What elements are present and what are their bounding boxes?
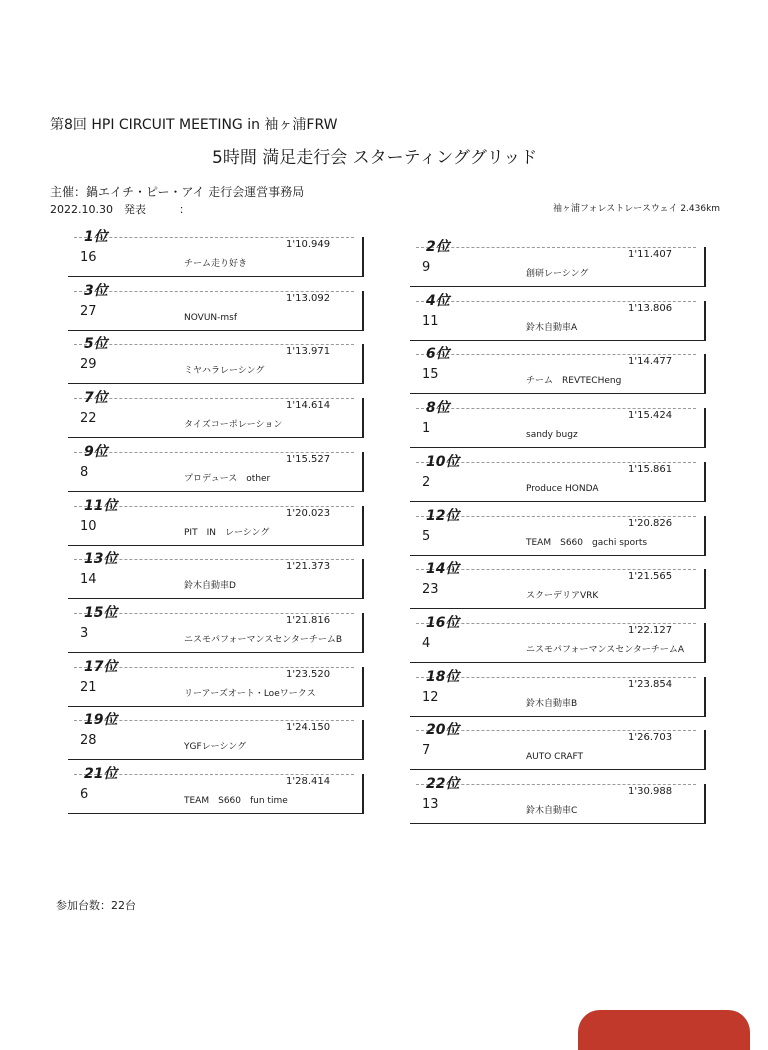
team-name: ニスモパフォーマンスセンターチームA [526, 644, 685, 655]
team-name: 鈴木自動車B [526, 698, 578, 709]
lap-time: 1'30.988 [628, 786, 673, 797]
car-number: 13 [422, 797, 439, 812]
grid-position: 7位 [84, 390, 108, 407]
car-number: 11 [422, 313, 439, 329]
car-number: 3 [80, 625, 89, 641]
entry-right-bar [704, 623, 706, 663]
entry-dash-line [416, 354, 696, 355]
grid-entry [410, 292, 706, 341]
team-name: NOVUN-msf [184, 312, 238, 323]
entry-underline [68, 813, 364, 814]
entry-dash-line [416, 408, 696, 409]
team-name: プロデュース other [184, 473, 271, 484]
grid-position: 3位 [84, 282, 108, 299]
lap-time: 1'14.477 [628, 356, 673, 368]
venue: 袖ヶ浦フォレストレースウェイ 2.436km [553, 204, 721, 214]
entry-underline [68, 276, 364, 277]
entry-right-bar [704, 354, 706, 394]
entry-underline [410, 393, 706, 394]
entry-underline [410, 501, 706, 502]
entry-dash-line [416, 301, 696, 302]
grid-position: 15位 [84, 604, 118, 621]
grid-position: 6位 [426, 346, 450, 363]
document-title: 第8回 HPI CIRCUIT MEETING in 袖ヶ浦FRW [50, 117, 338, 133]
lap-time: 1'15.424 [628, 410, 673, 422]
entry-underline [410, 286, 706, 287]
entry-underline [410, 447, 706, 448]
car-number: 1 [422, 421, 431, 437]
entry-underline [68, 491, 364, 492]
grid-position: 10位 [426, 453, 460, 470]
car-number: 4 [422, 635, 431, 651]
team-name: チーム REVTECHeng [526, 376, 622, 387]
grid-entry [410, 668, 706, 717]
grid-position: 18位 [426, 668, 460, 685]
grid-entry [410, 614, 706, 663]
lap-time: 1'13.971 [286, 346, 331, 358]
entry-underline [410, 716, 706, 717]
entry-right-bar [362, 237, 364, 277]
grid-entry [68, 282, 364, 331]
lap-time: 1'20.023 [286, 507, 331, 519]
lap-time: 1'23.520 [286, 668, 331, 680]
entry-underline [410, 340, 706, 341]
lap-time: 1'21.565 [628, 571, 673, 583]
entry-underline [68, 383, 364, 384]
car-number: 9 [422, 260, 431, 275]
entry-underline [410, 769, 706, 770]
entry-right-bar [362, 398, 364, 438]
lap-time: 1'13.092 [286, 292, 331, 304]
entry-right-bar [704, 462, 706, 502]
lap-time: 1'13.806 [628, 302, 673, 314]
lap-time: 1'20.826 [628, 517, 673, 529]
grid-entry [410, 722, 706, 770]
car-number: 10 [80, 518, 97, 534]
entry-right-bar [704, 784, 706, 824]
grid-entry [68, 390, 364, 438]
team-name: リーアーズオート・Loeワークス [184, 688, 316, 699]
lap-time: 1'26.703 [628, 732, 673, 744]
entry-right-bar [704, 516, 706, 556]
grid-position: 4位 [426, 292, 450, 309]
grid-position: 21位 [84, 766, 118, 782]
grid-position: 22位 [426, 776, 460, 792]
grid-entry [68, 443, 364, 492]
car-number: 7 [422, 743, 431, 759]
team-name: 創研レーシング [526, 269, 589, 279]
lap-time: 1'28.414 [286, 776, 331, 787]
car-number: 22 [80, 411, 97, 427]
team-name: AUTO CRAFT [526, 752, 584, 763]
grid-position: 20位 [426, 722, 460, 739]
team-name: Produce HONDA [526, 483, 599, 494]
car-number: 16 [80, 250, 97, 265]
entry-underline [68, 330, 364, 331]
grid-entry [68, 658, 364, 707]
entry-right-bar [704, 677, 706, 717]
lap-time: 1'22.127 [628, 624, 673, 636]
lap-time: 1'21.373 [286, 561, 331, 573]
grid-entry [410, 346, 706, 394]
grid-entry [68, 497, 364, 546]
team-name: タイズコーポレーション [184, 420, 283, 431]
grid-position: 16位 [426, 614, 460, 631]
entry-right-bar [704, 301, 706, 341]
grid-position: 14位 [426, 561, 460, 578]
grid-position: 11位 [84, 497, 118, 514]
entry-right-bar [362, 720, 364, 760]
entry-right-bar [704, 247, 706, 287]
grid-entry [68, 604, 364, 653]
grid-entry [410, 239, 706, 287]
team-name: ニスモパフォーマンスセンターチームB [184, 634, 343, 645]
lap-time: 1'23.854 [628, 678, 673, 690]
lap-time: 1'15.861 [628, 463, 673, 475]
grid-entry [410, 561, 706, 609]
entry-underline [410, 662, 706, 663]
entry-underline [410, 555, 706, 556]
entry-dash-line [74, 398, 354, 399]
car-number: 15 [422, 367, 439, 383]
announce-date: 2022.10.30 発表 ： [50, 203, 190, 216]
team-name: YGFレーシング [184, 742, 247, 753]
car-number: 2 [422, 474, 431, 490]
car-number: 27 [80, 303, 97, 319]
team-name: 鈴木自動車D [184, 581, 236, 592]
corner-badge [578, 1010, 750, 1050]
entry-underline [68, 437, 364, 438]
lap-time: 1'21.816 [286, 614, 331, 626]
car-number: 5 [422, 528, 431, 544]
car-number: 28 [80, 733, 97, 749]
lap-time: 1'15.527 [286, 453, 331, 465]
car-number: 12 [422, 689, 439, 705]
team-name: 鈴木自動車C [526, 806, 578, 816]
entry-right-bar [704, 730, 706, 770]
lap-time: 1'24.150 [286, 722, 331, 734]
grid-entry [68, 766, 364, 814]
grid-entry [68, 336, 364, 384]
entry-underline [410, 823, 706, 824]
entry-underline [410, 608, 706, 609]
grid-entry [68, 712, 364, 760]
grid-position: 9位 [84, 443, 108, 460]
grid-position: 19位 [84, 712, 118, 729]
entry-dash-line [74, 344, 354, 345]
entry-underline [68, 706, 364, 707]
car-number: 23 [422, 582, 439, 598]
grid-position: 5位 [84, 336, 108, 353]
entry-right-bar [704, 408, 706, 448]
lap-time: 1'10.949 [286, 239, 331, 250]
car-number: 14 [80, 572, 97, 588]
lap-time: 1'11.407 [628, 249, 673, 260]
grid-position: 17位 [84, 658, 118, 675]
entry-underline [68, 545, 364, 546]
team-name: PIT IN レーシング [184, 527, 270, 538]
team-name: スクーデリアVRK [526, 591, 599, 602]
team-name: sandy bugz [526, 430, 578, 441]
entry-right-bar [362, 774, 364, 814]
document-subtitle: 5時間 満足走行会 スターティンググリッド [212, 148, 538, 168]
entry-underline [68, 598, 364, 599]
entry-right-bar [362, 667, 364, 707]
lap-time: 1'14.614 [286, 400, 331, 412]
entry-underline [68, 652, 364, 653]
car-number: 21 [80, 679, 97, 695]
entry-dash-line [74, 291, 354, 292]
grid-position: 12位 [426, 507, 460, 524]
grid-entry [410, 400, 706, 448]
entry-right-bar [362, 559, 364, 599]
entry-underline [68, 759, 364, 760]
grid-entry [68, 229, 364, 277]
car-number: 29 [80, 357, 97, 373]
entry-right-bar [362, 506, 364, 546]
organizer: 主催：鍋エイチ・ピー・アイ 走行会運営事務局 [50, 185, 305, 199]
car-number: 8 [80, 464, 89, 480]
team-name: TEAM S660 fun time [184, 796, 288, 806]
entry-right-bar [362, 344, 364, 384]
grid-entry [410, 453, 706, 502]
team-name: 鈴木自動車A [526, 322, 578, 333]
grid-position: 8位 [426, 400, 450, 417]
grid-entry [410, 507, 706, 556]
entry-right-bar [362, 452, 364, 492]
entry-dash-line [74, 237, 354, 238]
entry-right-bar [362, 291, 364, 331]
entry-right-bar [362, 613, 364, 653]
team-name: チーム走り好き [184, 259, 248, 269]
team-name: TEAM S660 gachi sports [526, 537, 648, 548]
entry-right-bar [704, 569, 706, 609]
team-name: ミヤハラレーシング [184, 366, 265, 377]
grid-position: 1位 [84, 229, 108, 245]
grid-entry [410, 776, 706, 824]
grid-entry [68, 551, 364, 599]
entry-count: 参加台数：22台 [56, 899, 136, 912]
entry-dash-line [74, 452, 354, 453]
entry-dash-line [416, 247, 696, 248]
grid-position: 13位 [84, 551, 118, 568]
car-number: 6 [80, 787, 89, 802]
grid-position: 2位 [426, 239, 450, 255]
